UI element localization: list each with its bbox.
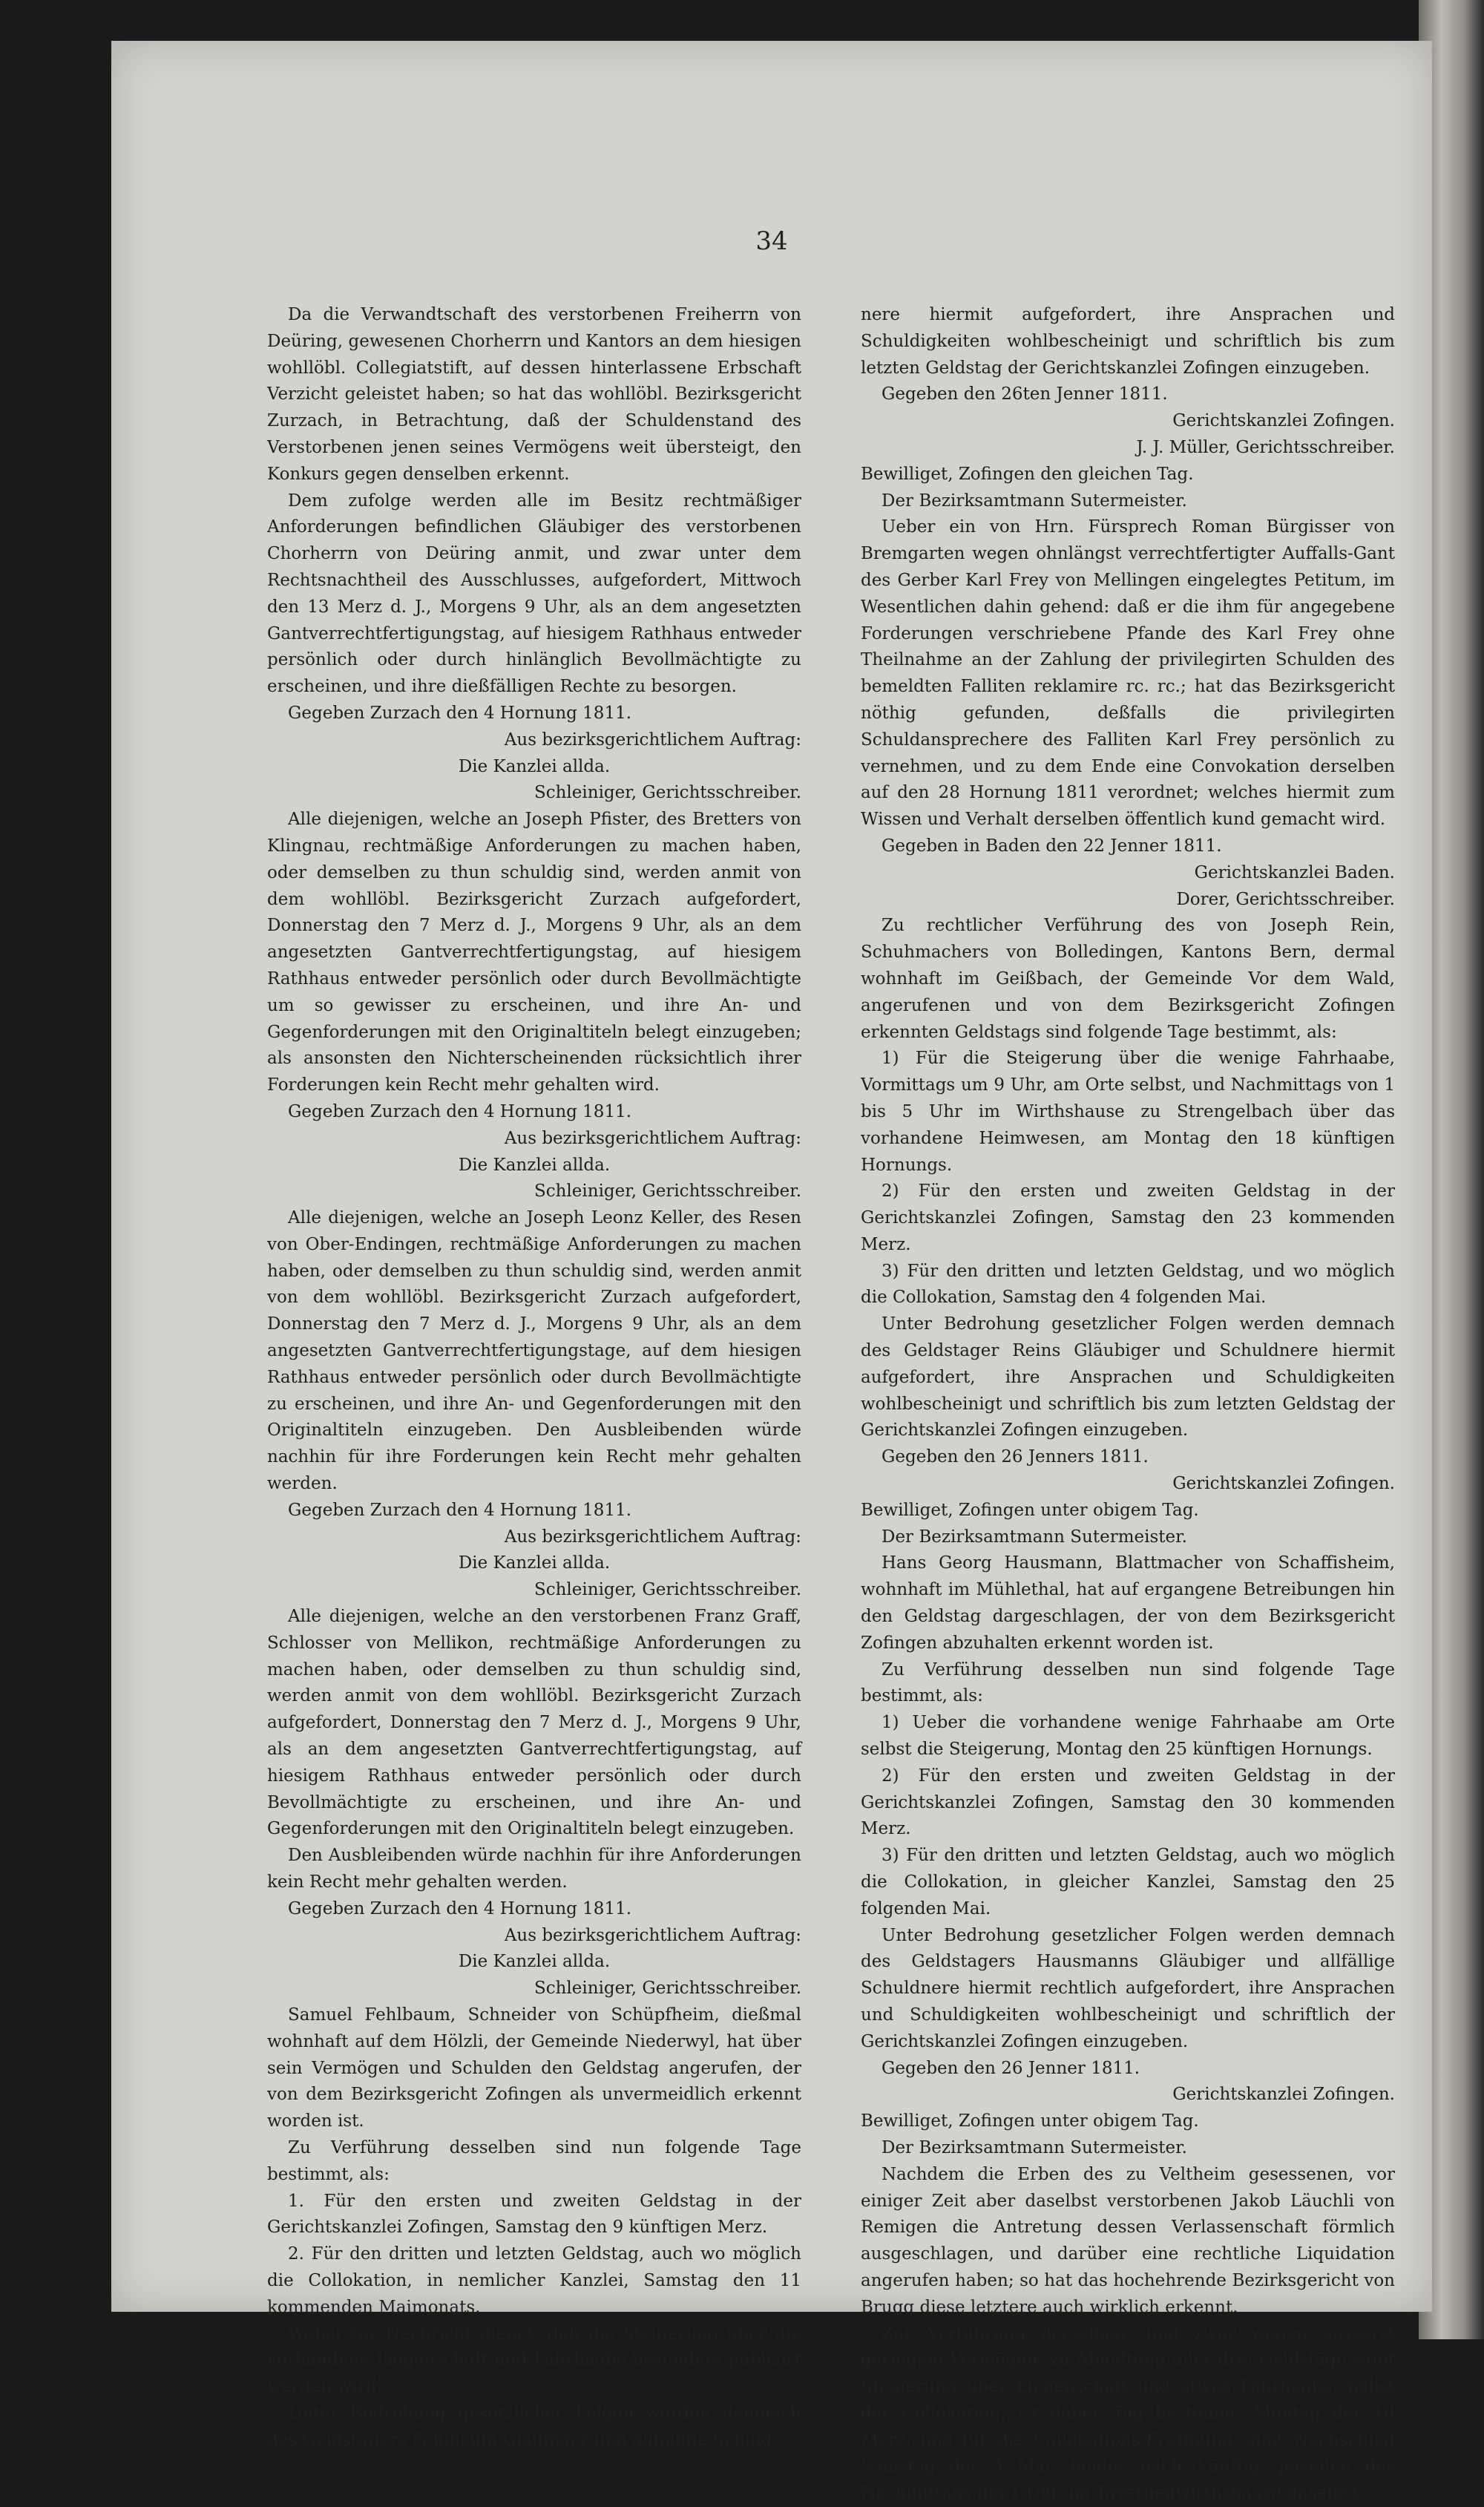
- paragraph: Zu Verführung desselben sind nun folgende Tage bestimmt, als:: [267, 2137, 801, 2184]
- paragraph: Gegeben Zurzach den 4 Hornung 1811.: [288, 1898, 632, 1918]
- paragraph: Gegeben den 26 Jenners 1811.: [881, 1447, 1149, 1467]
- left-column: [267, 302, 801, 2450]
- paragraph: Zu rechtlicher Verführung des von Joseph Rein, Schuhmachers von Bolledingen, Kantons Bern, dermal wohnhaft im Geißbach, der Gemeinde Vor dem Wald, angerufenen und von dem Bezirksgericht Zofingen erkennten Geldstags sind folgende Tage bestimmt, als:: [861, 916, 1395, 1042]
- paragraph: Die Kanzlei allda.: [458, 1155, 611, 1175]
- paragraph: Schleiniger, Gerichtsschreiber.: [533, 783, 801, 803]
- paragraph: Schleiniger, Gerichtsschreiber.: [533, 1580, 801, 1600]
- paragraph: 1. Für den ersten und zweiten Geldstag in der Gerichtskanzlei Zofingen, Samstag den 9 künftigen Merz.: [267, 2191, 801, 2238]
- paragraph: Gegeben in Baden den 22 Jenner 1811.: [881, 836, 1222, 856]
- paragraph: Alle diejenigen, welche an den verstorbenen Franz Graff, Schlosser von Mellikon, rechtmäßige Anforderungen zu machen haben, oder demselben zu thun schuldig sind, werden anmit von dem wohllöbl. Bezirksgericht Zurzach aufgefordert, Donnerstag den 7 Merz d. J., Morgens 9 Uhr, als an dem angesetzten Gantverrechtfertigungstag, auf hiesigem Rathhaus entweder persönlich oder durch Bevollmächtigte zu erscheinen, und ihre An- und Gegenforderungen mit den Originaltiteln belegt einzugeben.: [267, 1607, 801, 1839]
- paragraph: Schleiniger, Gerichtsschreiber.: [533, 1182, 801, 1202]
- paragraph: Unter Bedrohung gesetzlicher Folgen werden demnach des Geldstagers Hausmanns Gläubiger und allfällige Schuldnere hiermit rechtlich aufgefordert, ihre Ansprachen und Schuldigkeiten wohlbescheinigt und schriftlich der Gerichtskanzlei Zofingen einzugeben.: [861, 1925, 1395, 2051]
- paragraph: Schleiniger, Gerichtsschreiber.: [533, 1979, 801, 1999]
- paragraph: 3) Für den dritten und letzten Geldstag, und wo möglich die Collokation, Samstag den 4 folgenden Mai.: [861, 1261, 1395, 1308]
- paragraph: Nachdem die Erben des zu Veltheim gesessenen, vor einiger Zeit aber daselbst verstorbenen Jakob Läuchli von Remigen die Antretung dessen Verlassenschaft förmlich ausgeschlagen, und darüber eine rechtliche Liquidation angerufen haben; so hat das hochehrende Bezirksgericht von Brugg diese letztere auch wirklich erkennt.: [861, 2164, 1395, 2317]
- paragraph: Bewilliget, Zofingen den gleichen Tag.: [861, 464, 1194, 484]
- paragraph: Unter Bedrohung gesetzlicher Folgen werden demnach des Geldstagers Fehlbaum Gläubiger und allfällige Schuld-: [267, 2403, 801, 2450]
- paragraph: 1) Für die Steigerung über die wenige Fahrhaabe, Vormittags um 9 Uhr, am Orte selbst, und Nachmittags von 1 bis 5 Uhr im Wirthshause zu Strengelbach über das vorhandene Heimwesen, am Montag den 18 künftigen Hornungs.: [861, 1049, 1395, 1175]
- paragraph: J. J. Müller, Gerichtsschreiber.: [1136, 437, 1395, 457]
- paragraph: Zur Verführung derselben, und zwar wegen äusserst geringem Vermögen, zu Abhaltung aller drei Geldstäge samt Steigerung über Liegenschaft und etwas Fahrhaabe, nebst der Collokation, ist daher Tag bestimmt, Montag der 18 Merz, und für die Collokations-Eröffnung samt Nachschlag Samstag der 4 Mai, beides nächstkünftig, jeweilen des Nachmittags um 1 Uhr, im Tavernenwirthshause daselbst.: [861, 2324, 1395, 2503]
- paragraph: 1) Ueber die vorhandene wenige Fahrhaabe am Orte selbst die Steigerung, Montag den 25 künftigen Hornungs.: [861, 1713, 1395, 1760]
- paragraph: 2) Für den ersten und zweiten Geldstag in der Gerichtskanzlei Zofingen, Samstag den 30 kommenden Merz.: [861, 1766, 1395, 1839]
- paragraph: Unter Bedrohung gesetzlicher Folgen werden demnach des Geldstager Reins Gläubiger und Schuldnere hiermit aufgefordert, ihre Ansprachen und Schuldigkeiten wohlbescheinigt und schriftlich bis zum letzten Geldstag der Gerichtskanzlei Zofingen einzugeben.: [861, 1314, 1395, 1441]
- paragraph: Gerichtskanzlei Baden.: [1194, 862, 1395, 882]
- paragraph: Gerichtskanzlei Zofingen.: [1172, 411, 1395, 431]
- paragraph: Samuel Fehlbaum, Schneider von Schüpfheim, dießmal wohnhaft auf dem Hölzli, der Gemeinde Niederwyl, hat über sein Vermögen und Schulden den Geldstag angerufen, der von dem Bezirksgericht Zofingen als unvermeidlich erkennt worden ist.: [267, 2005, 801, 2131]
- paragraph: 3) Für den dritten und letzten Geldstag, auch wo möglich die Collokation, in gleicher Kanzlei, Samstag den 25 folgenden Mai.: [861, 1846, 1395, 1918]
- paragraph: Bewilliget, Zofingen unter obigem Tag.: [861, 1500, 1199, 1520]
- paragraph: Da die Verwandtschaft des verstorbenen Freiherrn von Deüring, gewesenen Chorherrn und Kantors an dem hiesigen wohllöbl. Collegiatstift, auf dessen hinterlassene Erbschaft Verzicht geleistet haben; so hat das wohllöbl. Bezirksgericht Zurzach, in Betrachtung, daß der Schuldenstand des Verstorbenen jenen seines Vermögens weit übersteigt, den Konkurs gegen denselben erkennt.: [267, 305, 801, 484]
- right-column: [861, 302, 1395, 2503]
- paragraph: 2) Für den ersten und zweiten Geldstag in der Gerichtskanzlei Zofingen, Samstag den 23 kommenden Merz.: [861, 1182, 1395, 1254]
- paragraph: Gegeben den 26ten Jenner 1811.: [881, 384, 1168, 404]
- paragraph: 2. Für den dritten und letzten Geldstag, auch wo möglich die Collokation, in nemlicher Kanzlei, Samstag den 11 kommenden Maimonats.: [267, 2244, 801, 2317]
- paragraph: Gegeben Zurzach den 4 Hornung 1811.: [288, 1500, 632, 1520]
- newspaper-page: [111, 41, 1432, 2503]
- paragraph: Der Bezirksamtmann Sutermeister.: [881, 1527, 1187, 1547]
- paragraph: Aus bezirksgerichtlichem Auftrag:: [504, 1527, 801, 1547]
- paragraph: Der Bezirksamtmann Sutermeister.: [881, 2137, 1187, 2157]
- paragraph: Alle diejenigen, welche an Joseph Leonz Keller, des Resen von Ober-Endingen, rechtmäßige Anforderungen zu machen haben, oder demselben zu thun schuldig sind, werden anmit von dem wohllöbl. Bezirksgericht Zurzach aufgefordert, Donnerstag den 7 Merz d. J., Morgens 9 Uhr, als an dem angesetzten Gantverrechtfertigungstage, auf dem hiesigen Rathhaus entweder persönlich oder durch Bevollmächtigte zu erscheinen, und ihre An- und Gegenforderungen mit den Originaltiteln einzugeben. Den Ausbleibenden würde nachhin für ihre Forderungen kein Recht mehr gehalten werden.: [267, 1208, 801, 1494]
- paragraph: Hans Georg Hausmann, Blattmacher von Schaffisheim, wohnhaft im Mühlethal, hat auf ergangene Betreibungen hin den Geldstag dargeschlagen, der von dem Bezirksgericht Zofingen abzuhalten erkennt worden ist.: [861, 1553, 1395, 1653]
- paragraph: Gegeben den 26 Jenner 1811.: [881, 2058, 1140, 2078]
- paragraph: Alle diejenigen, welche an Joseph Pfister, des Bretters von Klingnau, rechtmäßige Anforderungen zu machen haben, oder demselben zu thun schuldig sind, werden anmit von dem wohllöbl. Bezirksgericht Zurzach aufgefordert, Donnerstag den 7 Merz d. J., Morgens 9 Uhr, als an dem angesetzten Gantverrechtfertigungstag, auf hiesigem Rathhaus entweder persönlich oder durch Bevollmächtigte um so gewisser zu erscheinen, und ihre An- und Gegenforderungen mit den Originaltiteln belegt einzugeben; als ansonsten den Nichterscheinenden rücksichtlich ihrer Forderungen kein Recht mehr gehalten wird.: [267, 810, 801, 1095]
- paragraph: Dem zufolge werden alle im Besitz rechtmäßiger Anforderungen befindlichen Gläubiger des verstorbenen Chorherrn von Deüring anmit, und zwar unter dem Rechtsnachtheil des Ausschlusses, aufgefordert, Mittwoch den 13 Merz d. J., Morgens 9 Uhr, als an dem angesetzten Gantverrechtfertigungstag, auf hiesigem Rathhaus entweder persönlich oder durch hinlänglich Bevollmächtigte zu erscheinen, und ihre dießfälligen Rechte zu besorgen.: [267, 491, 801, 697]
- paragraph: Aus bezirksgerichtlichem Auftrag:: [504, 1128, 801, 1148]
- paragraph: Gerichtskanzlei Zofingen.: [1172, 2085, 1395, 2105]
- paragraph: Aus bezirksgerichtlichem Auftrag:: [504, 1925, 801, 1945]
- paragraph: Bewilliget, Zofingen unter obigem Tag.: [861, 2111, 1199, 2131]
- paragraph: Der Bezirksamtmann Sutermeister.: [881, 491, 1187, 511]
- page-number: 34: [755, 226, 788, 256]
- paragraph: Die Kanzlei allda.: [458, 756, 611, 776]
- paragraph: nere hiermit aufgefordert, ihre Ansprachen und Schuldigkeiten wohlbescheinigt und schriftlich bis zum letzten Geldstag der Gerichtskanzlei Zofingen einzugeben.: [861, 305, 1395, 378]
- paragraph: Gerichtskanzlei Zofingen.: [1172, 1474, 1395, 1494]
- paragraph: Die Kanzlei allda.: [458, 1952, 611, 1972]
- paragraph: Gegeben Zurzach den 4 Hornung 1811.: [288, 1101, 632, 1121]
- paragraph: Dorer, Gerichtsschreiber.: [1176, 889, 1395, 909]
- paragraph: Die Kanzlei allda.: [458, 1553, 611, 1573]
- paragraph: Ueber ein von Hrn. Fürsprech Roman Bürgisser von Bremgarten wegen ohnlängst verrechtfertigter Auffalls-Gant des Gerber Karl Frey von Mellingen eingelegtes Petitum, im Wesentlichen dahin gehend: daß er die ihm für angegebene Forderungen verschriebene Pfande des Karl Frey ohne Theilnahme an der Zahlung der privilegirten Schulden des bemeldten Falliten reklamire rc. rc.; hat das Bezirksgericht nöthig gefunden, deßfalls die privilegirten Schuldansprechere des Falliten Karl Frey persönlich zu vernehmen, und zu dem Ende eine Convokation derselben auf den 28 Hornung 1811 verordnet; welches hiermit zum Wissen und Verhalt derselben öffentlich kund gemacht wird.: [861, 517, 1395, 830]
- paragraph: Gegeben Zurzach den 4 Hornung 1811.: [288, 703, 632, 723]
- paragraph: Aus bezirksgerichtlichem Auftrag:: [504, 730, 801, 750]
- paragraph: Zu Verführung desselben nun sind folgende Tage bestimmt, als:: [861, 1659, 1395, 1706]
- paragraph: Den Ausbleibenden würde nachhin für ihre Anforderungen kein Recht mehr gehalten werden.: [267, 1846, 801, 1892]
- paragraph: Wobei zur Nachricht dienet, daß die Steigerung über die vorhandene Liegenschaft und Fahrhaabe besonders publizirt werden wird.: [267, 2324, 801, 2397]
